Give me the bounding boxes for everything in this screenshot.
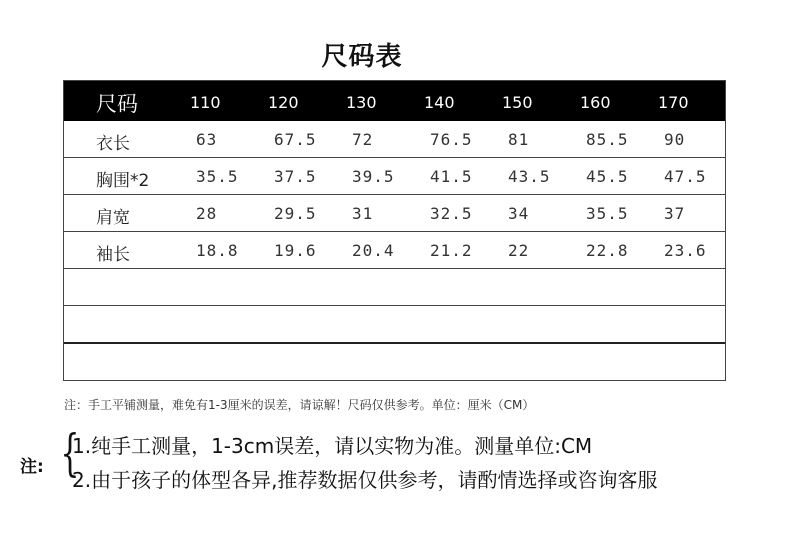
- table-cell: 19.6: [274, 241, 317, 260]
- table-cell: 76.5: [430, 130, 473, 149]
- size-110: 110: [190, 93, 221, 112]
- table-cell: 35.5: [586, 204, 629, 223]
- table-cell: 85.5: [586, 130, 629, 149]
- notes-label: 注:: [20, 457, 44, 477]
- size-140: 140: [424, 93, 455, 112]
- page-title: 尺码表: [321, 42, 403, 72]
- empty-row: [64, 344, 725, 380]
- table-cell: 37: [664, 204, 686, 223]
- brace-icon: {: [60, 424, 80, 482]
- table-cell: 23.6: [664, 241, 707, 260]
- table-cell: 29.5: [274, 204, 317, 223]
- table-cell: 21.2: [430, 241, 473, 260]
- table-cell: 28: [196, 204, 218, 223]
- size-120: 120: [268, 93, 299, 112]
- table-cell: 41.5: [430, 167, 473, 186]
- table-cell: 72: [352, 130, 374, 149]
- size-150: 150: [502, 93, 533, 112]
- table-cell: 34: [508, 204, 530, 223]
- size-table: [63, 80, 726, 381]
- note-line-2: 2.由于孩子的体型各异,推荐数据仅供参考，请酌情选择或咨询客服: [72, 468, 658, 492]
- empty-row: [64, 306, 725, 344]
- table-cell: 31: [352, 204, 374, 223]
- table-cell: 67.5: [274, 130, 317, 149]
- table-header-row: [64, 81, 725, 121]
- table-row: [64, 232, 725, 269]
- row-label: 衣长: [96, 134, 130, 154]
- row-label: 袖长: [96, 245, 130, 265]
- note-line-1: 1.纯手工测量，1-3cm误差，请以实物为准。测量单位:CM: [72, 434, 593, 458]
- table-row: [64, 195, 725, 232]
- table-row: [64, 121, 725, 158]
- table-cell: 43.5: [508, 167, 551, 186]
- table-row: [64, 158, 725, 195]
- table-cell: 47.5: [664, 167, 707, 186]
- table-cell: 90: [664, 130, 686, 149]
- size-130: 130: [346, 93, 377, 112]
- table-cell: 39.5: [352, 167, 395, 186]
- row-label: 肩宽: [96, 208, 130, 228]
- table-cell: 37.5: [274, 167, 317, 186]
- table-cell: 18.8: [196, 241, 239, 260]
- table-cell: 32.5: [430, 204, 473, 223]
- size-170: 170: [658, 93, 689, 112]
- row-label: 胸围*2: [96, 171, 150, 191]
- table-cell: 20.4: [352, 241, 395, 260]
- header-label: 尺码: [96, 92, 138, 116]
- table-cell: 35.5: [196, 167, 239, 186]
- size-160: 160: [580, 93, 611, 112]
- footnote: 注：手工平铺测量，难免有1-3厘米的误差，请谅解！尺码仅供参考。单位：厘米（CM）: [64, 398, 535, 412]
- table-cell: 81: [508, 130, 530, 149]
- table-cell: 22.8: [586, 241, 629, 260]
- table-cell: 63: [196, 130, 218, 149]
- table-cell: 45.5: [586, 167, 629, 186]
- table-cell: 22: [508, 241, 530, 260]
- empty-row: [64, 269, 725, 306]
